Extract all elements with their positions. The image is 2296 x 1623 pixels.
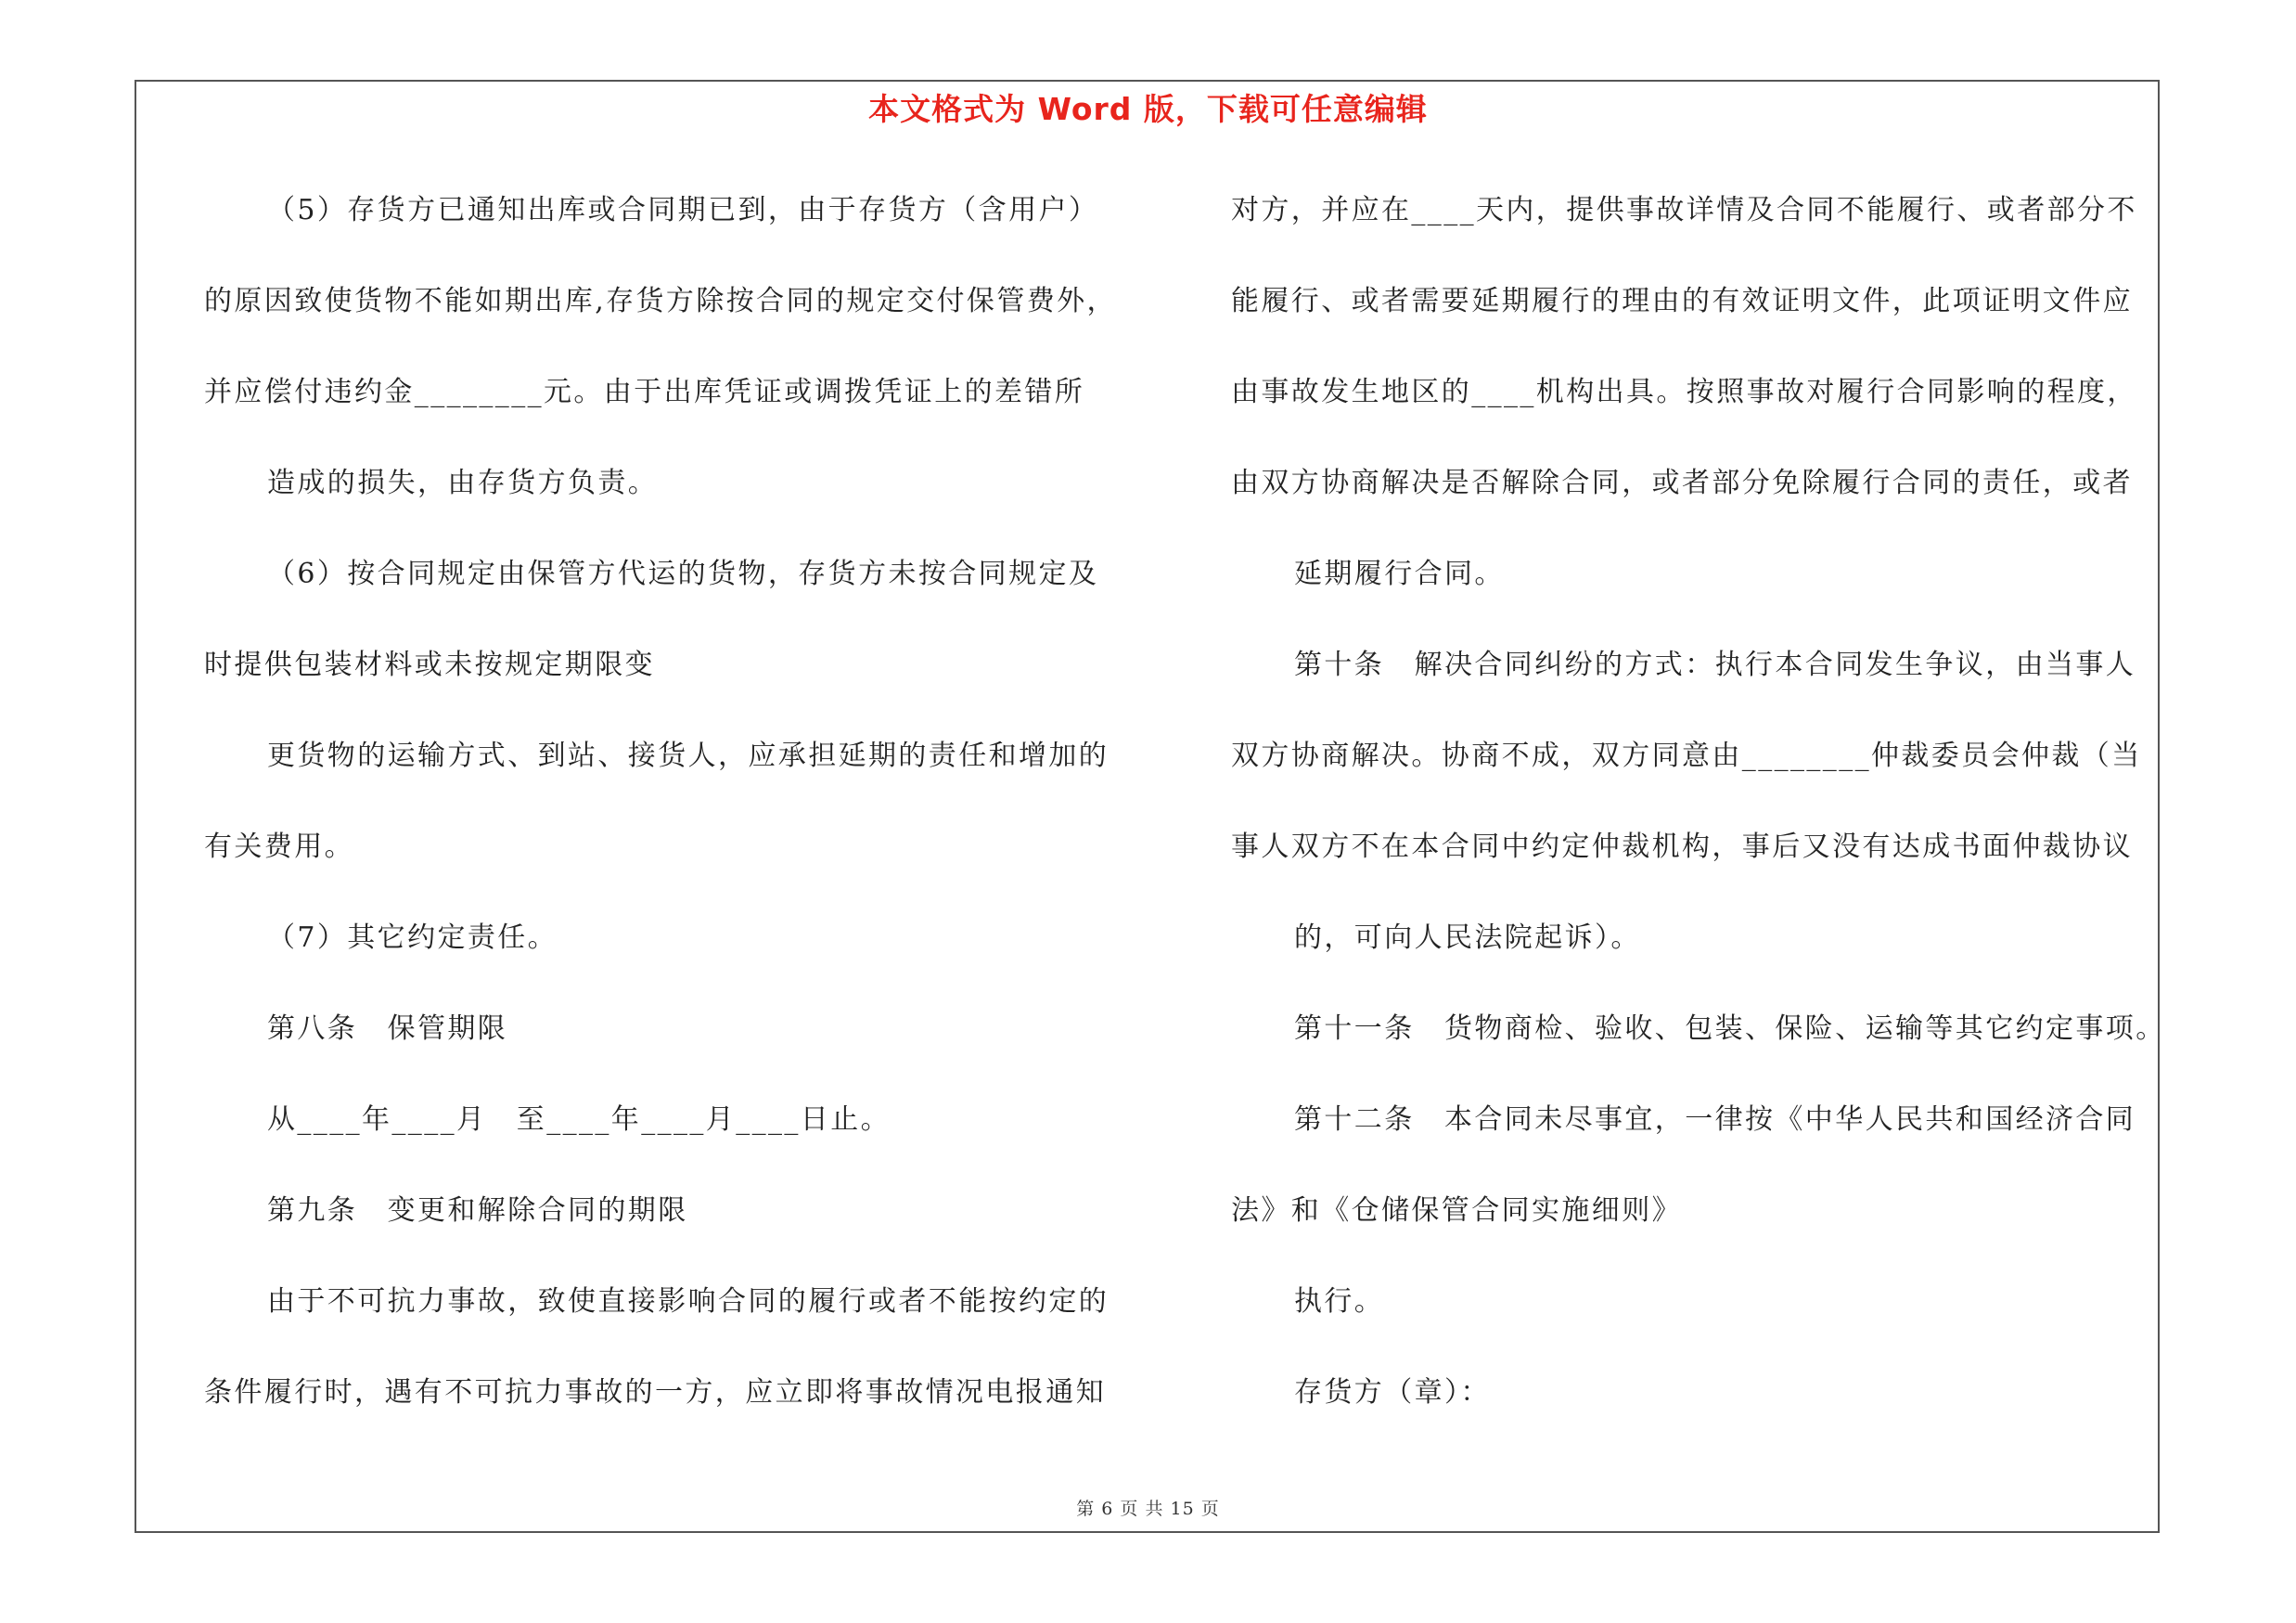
text-line: 能履行、或者需要延期履行的理由的有效证明文件，此项证明文件应 — [1231, 285, 2133, 317]
text-line: 时提供包装材料或未按规定期限变 — [204, 649, 655, 681]
text-line: 存货方（章）： — [1294, 1376, 1491, 1409]
text-line: 第十条 解决合同纠纷的方式：执行本合同发生争议，由当事人 — [1294, 649, 2136, 681]
text-line: 法》和《仓储保管合同实施细则》 — [1231, 1194, 1682, 1227]
page-number-footer: 第 6 页 共 15 页 — [1076, 1499, 1220, 1519]
text-line: 事人双方不在本合同中约定仲裁机构，事后又没有达成书面仲裁协议 — [1231, 831, 2133, 863]
text-line: 第十一条 货物商检、验收、包装、保险、运输等其它约定事项。 — [1294, 1012, 2166, 1045]
text-line: 更货物的运输方式、到站、接货人，应承担延期的责任和增加的 — [267, 740, 1110, 772]
text-line: 造成的损失，由存货方负责。 — [267, 467, 659, 499]
text-line: 双方协商解决。协商不成，双方同意由________仲裁委员会仲裁（当 — [1231, 740, 2142, 772]
text-line: 从____年____月 至____年____月____日止。 — [267, 1103, 891, 1136]
left-column — [204, 182, 1169, 1455]
text-line: 由于不可抗力事故，致使直接影响合同的履行或者不能按约定的 — [267, 1285, 1110, 1318]
format-notice-banner: 本文格式为 Word 版，下载可任意编辑 — [868, 91, 1428, 127]
text-line: 执行。 — [1294, 1285, 1385, 1318]
text-line: 第九条 变更和解除合同的期限 — [267, 1194, 688, 1227]
text-line: 由双方协商解决是否解除合同，或者部分免除履行合同的责任，或者 — [1231, 467, 2133, 499]
right-column — [1231, 182, 2166, 1455]
text-line: 第十二条 本合同未尽事宜，一律按《中华人民共和国经济合同 — [1294, 1103, 2136, 1136]
text-line: （7）其它约定责任。 — [267, 921, 558, 954]
text-line: 有关费用。 — [204, 831, 354, 863]
text-line: 的原因致使货物不能如期出库,存货方除按合同的规定交付保管费外， — [204, 285, 1117, 317]
text-line: 延期履行合同。 — [1294, 558, 1505, 590]
text-line: 条件履行时，遇有不可抗力事故的一方，应立即将事故情况电报通知 — [204, 1376, 1106, 1409]
text-line: （5）存货方已通知出库或合同期已到，由于存货方（含用户） — [267, 194, 1099, 226]
text-line: 由事故发生地区的____机构出具。按照事故对履行合同影响的程度， — [1231, 376, 2137, 408]
text-line: 对方，并应在____天内，提供事故详情及合同不能履行、或者部分不 — [1231, 194, 2137, 226]
text-line: （6）按合同规定由保管方代运的货物，存货方未按合同规定及 — [267, 558, 1099, 590]
text-line: 的，可向人民法院起诉）。 — [1294, 921, 1641, 954]
text-line: 第八条 保管期限 — [267, 1012, 508, 1045]
text-line: 并应偿付违约金________元。由于出库凭证或调拨凭证上的差错所 — [204, 376, 1085, 408]
